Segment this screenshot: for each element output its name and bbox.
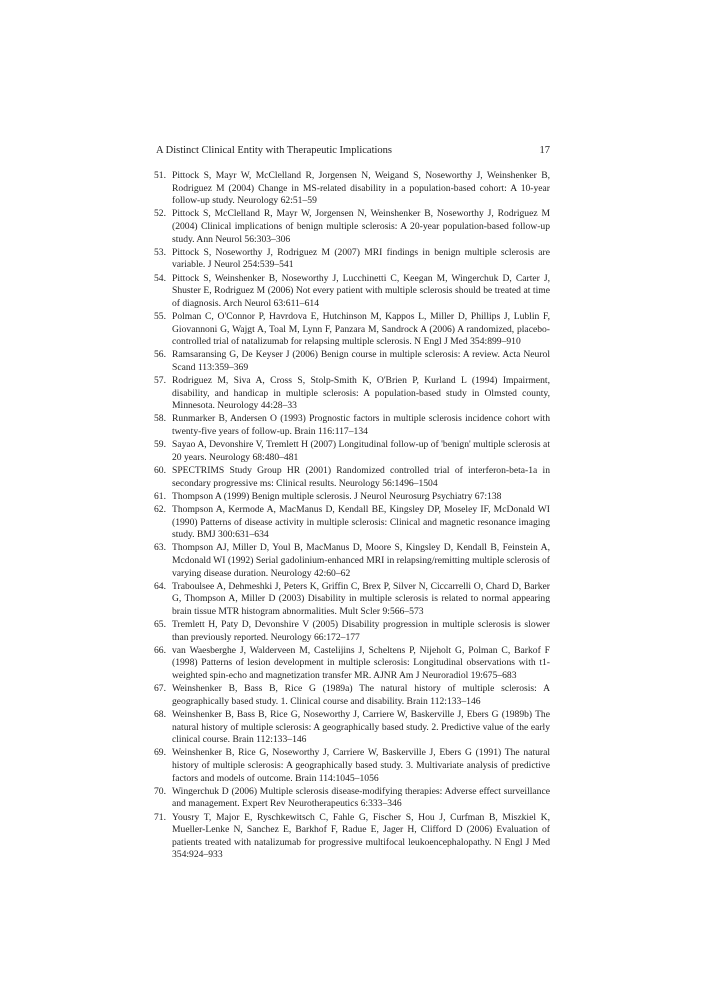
reference-number: 63.	[154, 542, 166, 554]
reference-item	[156, 786, 550, 811]
reference-text: Polman C, O'Connor P, Havrdova E, Hutchinson M, Kappos L, Miller D, Phillips J, Lublin F, Giovannoni G, Wajgt A, Toal M, Lynn F, Panzara M, Sandrock A (2006) A randomized, placebo-controlled trial of natalizumab for relapsing multiple sclerosis. N Engl J Med 354:899–910	[172, 310, 550, 348]
reference-number: 54.	[154, 272, 166, 284]
reference-item	[156, 542, 550, 580]
reference-text: Tremlett H, Paty D, Devonshire V (2005) Disability progression in multiple sclerosis is slower than previously reported. Neurology 66:172–177	[172, 619, 550, 643]
running-title: A Distinct Clinical Entity with Therapeutic Implications	[156, 145, 393, 156]
reference-item	[156, 273, 550, 311]
reference-text: Ramsaransing G, De Keyser J (2006) Benign course in multiple sclerosis: A review. Acta Neurol Scand 113:359–369	[172, 349, 550, 373]
reference-item	[156, 247, 550, 272]
reference-text: Wingerchuk D (2006) Multiple sclerosis disease-modifying therapies: Adverse effect surveillance and management. Expert Rev Neurotherapeutics 6:333–346	[172, 785, 550, 810]
reference-text: van Waesberghe J, Walderveen M, Castelijins J, Scheltens P, Nijeholt G, Polman C, Barkof F (1998) Patterns of lesion development in multiple sclerosis: Longitudinal observations with t1-weighted spin-echo and magnetization transfer MR. AJNR Am J Neuroradiol 19:675–683	[172, 644, 550, 682]
reference-text: Weinshenker B, Bass B, Rice G, Noseworthy J, Carriere W, Baskerville J, Ebers G (1989b) The natural history of multiple sclerosis: A geographically based study. 2. Predictive value of the early clinical course. Brain 112:133–146	[172, 709, 550, 746]
reference-number: 64.	[154, 580, 166, 592]
reference-number: 61.	[154, 490, 166, 502]
reference-text: Weinshenker B, Rice G, Noseworthy J, Carriere W, Baskerville J, Ebers G (1991) The natural history of multiple sclerosis: A geographically based study. 3. Multivariate analysis of predictive factors and models of outcome. Brain 114:1045–1056	[172, 747, 550, 784]
reference-item	[156, 349, 550, 374]
reference-text: Pittock S, Noseworthy J, Rodriguez M (2007) MRI findings in benign multiple sclerosis are variable. J Neurol 254:539–541	[172, 246, 550, 271]
reference-item	[156, 465, 550, 490]
reference-number: 70.	[154, 785, 166, 797]
reference-item	[156, 413, 550, 438]
reference-number: 71.	[154, 811, 166, 823]
reference-number: 65.	[154, 619, 166, 631]
reference-item	[156, 683, 550, 708]
running-header	[156, 143, 550, 159]
reference-number: 59.	[154, 439, 166, 451]
reference-text: Pittock S, McClelland R, Mayr W, Jorgensen N, Weinshenker B, Noseworthy J, Rodriguez M (2004) Clinical implications of benign multiple sclerosis: A 20-year population-based follow-up study. Ann Neurol 56:303–306	[172, 208, 550, 245]
reference-number: 68.	[154, 709, 166, 721]
reference-text: Yousry T, Major E, Ryschkewitsch C, Fahle G, Fischer S, Hou J, Curfman B, Miszkiel K, Mueller-Lenke N, Sanchez E, Barkhof F, Radue E, Jager H, Clifford D (2006) Evaluation of patients treated with natalizumab for progressive multifocal leukoencephalopathy. N Engl J Med 354:924–933	[172, 811, 550, 861]
reference-text: Pittock S, Weinshenker B, Noseworthy J, Lucchinetti C, Keegan M, Wingerchuk D, Carter J, Shuster E, Rodriguez M (2006) Not every patient with multiple sclerosis should be treated at time of diagnosis. Arch Neurol 63:611–614	[172, 272, 550, 309]
reference-number: 56.	[154, 349, 166, 361]
reference-item	[156, 645, 550, 683]
reference-number: 60.	[154, 465, 166, 476]
reference-item	[156, 170, 550, 208]
page-number: 17	[539, 145, 550, 156]
reference-text: Thompson AJ, Miller D, Youl B, MacManus D, Moore S, Kingsley D, Kendall B, Feinstein A, Mcdonald WI (1992) Serial gadolinium-enhanced MRI in relapsing/remitting multiple sclerosis of varying disease duration. Neurology 42:60–62	[172, 542, 550, 579]
reference-number: 67.	[154, 683, 166, 695]
reference-list	[156, 170, 550, 863]
reference-text: Runmarker B, Andersen O (1993) Prognostic factors in multiple sclerosis incidence cohort with twenty-five years of follow-up. Brain 116:117–134	[172, 413, 550, 438]
reference-item	[156, 439, 550, 464]
reference-item	[156, 208, 550, 246]
reference-item	[156, 504, 550, 542]
reference-item	[156, 375, 550, 413]
reference-number: 55.	[154, 310, 166, 322]
reference-number: 58.	[154, 413, 166, 425]
reference-text: Traboulsee A, Dehmeshki J, Peters K, Griffin C, Brex P, Silver N, Ciccarrelli O, Chard D, Barker G, Thompson A, Miller D (2003) Disability in multiple sclerosis is related to normal appearing brain tissue MTR histogram abnormalities. Mult Scler 9:566–573	[172, 580, 550, 617]
reference-number: 66.	[154, 644, 166, 656]
reference-number: 52.	[154, 208, 166, 220]
reference-item	[156, 311, 550, 349]
reference-text: Pittock S, Mayr W, McClelland R, Jorgensen N, Weigand S, Noseworthy J, Weinshenker B, Rodriguez M (2004) Change in MS-related disability in a population-based cohort: A 10-year follow-up study. Neurology 62:51–59	[172, 170, 550, 207]
reference-number: 62.	[154, 503, 166, 515]
reference-number: 57.	[154, 375, 166, 387]
reference-text: Sayao A, Devonshire V, Tremlett H (2007) Longitudinal follow-up of 'benign' multiple sclerosis at 20 years. Neurology 68:480–481	[172, 439, 550, 463]
reference-number: 53.	[154, 246, 166, 258]
reference-item	[156, 491, 550, 504]
reference-item	[156, 747, 550, 785]
reference-item	[156, 812, 550, 862]
reference-text: Thompson A, Kermode A, MacManus D, Kendall BE, Kingsley DP, Moseley IF, McDonald WI (1990) Patterns of disease activity in multiple sclerosis: Clinical and magnetic resonance imaging study. BMJ 300:631–634	[172, 503, 550, 541]
reference-text: SPECTRIMS Study Group HR (2001) Randomized controlled trial of interferon-beta-1a in secondary progressive ms: Clinical results. Neurology 56:1496–1504	[172, 465, 550, 489]
reference-item	[156, 619, 550, 644]
reference-item	[156, 581, 550, 619]
reference-number: 51.	[154, 170, 166, 181]
reference-text: Weinshenker B, Bass B, Rice G (1989a) The natural history of multiple sclerosis: A geographically based study. 1. Clinical course and disability. Brain 112:133–146	[172, 683, 550, 707]
reference-item	[156, 709, 550, 747]
reference-text: Rodriguez M, Siva A, Cross S, Stolp-Smith K, O'Brien P, Kurland L (1994) Impairment, disability, and handicap in multiple sclerosis: A population-based study in Olmsted county, Minnesota. Neurology 44:28–33	[172, 375, 550, 412]
reference-text: Thompson A (1999) Benign multiple sclerosis. J Neurol Neurosurg Psychiatry 67:138	[172, 490, 502, 502]
reference-number: 69.	[154, 747, 166, 759]
